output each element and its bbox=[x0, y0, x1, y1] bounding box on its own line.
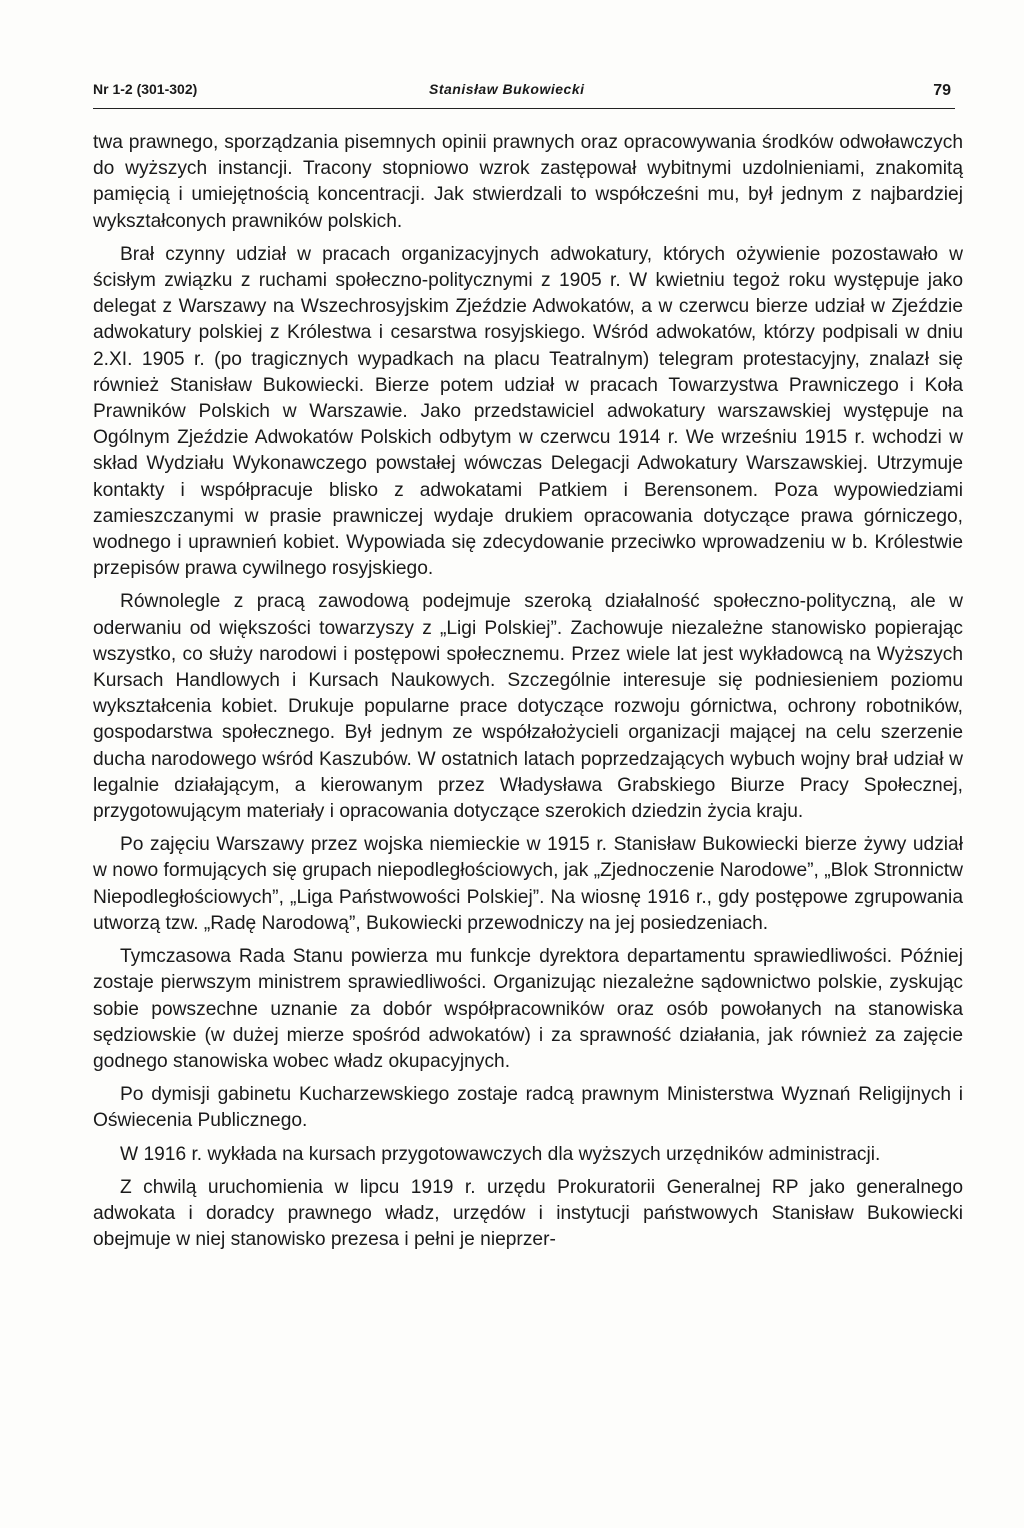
page-number: 79 bbox=[933, 82, 951, 99]
paragraph-continued: twa prawnego, sporządzania pisemnych opinii prawnych oraz opracowywania środków odwoławczych do wyższych instancji. Tracony stopniowo wzrok zastępował wybitnymi uzdolnieniami, znakomitą pamięcią i umiejętnością koncentracji. Jak stwierdzali to współcześni mu, był jednym z najbardziej wykształconych prawników polskich. bbox=[93, 132, 963, 232]
paragraph: Brał czynny udział w pracach organizacyjnych adwokatury, których ożywienie pozostawało w ścisłym związku z ruchami społeczno-politycznymi z 1905 r. W kwietniu tegoż roku występuje jako delegat z Warszawy na Wszechrosyjskim Zjeździe Adwokatów, a w czerwcu bierze udział w Zjeździe adwokatury polskiej z Królestwa i cesarstwa rosyjskiego. Wśród adwokatów, którzy podpisali w dniu 2.XI. 1905 r. (po tragicznych wypadkach na placu Teatralnym) telegram protestacyjny, znalazł się również Stanisław Bukowiecki. Bierze potem udział w pracach Towarzystwa Prawniczego i Koła Prawników Polskich w Warszawie. Jako przedstawiciel adwokatury warszawskiej występuje na Ogólnym Zjeździe Adwokatów Polskich odbytym w czerwcu 1914 r. We wrześniu 1915 r. wchodzi w skład Wydziału Wykonawczego powstałej wówczas Delegacji Adwokatury Warszawskiej. Utrzymuje kontakty i współpracuje blisko z adwokatami Patkiem i Berensonem. Poza wypowiedziami zamieszczanymi w prasie prawniczej wydaje drukiem opracowania dotyczące prawa górniczego, wodnego i uprawnień kobiet. Wypowiada się zdecydowanie przeciwko wprowadzeniu w b. Królestwie przepisów prawa cywilnego rosyjskiego. bbox=[93, 243, 963, 580]
header-rule bbox=[93, 108, 955, 109]
paragraph: Z chwilą uruchomienia w lipcu 1919 r. urzędu Prokuratorii Generalnej RP jako generalnego adwokata i doradcy prawnego władz, urzędów i instytucji państwowych Stanisław Bukowiecki obejmuje w niej stanowisko prezesa i pełni je nieprzer- bbox=[93, 1176, 963, 1251]
paragraph: W 1916 r. wykłada na kursach przygotowawczych dla wyższych urzędników administracji. bbox=[120, 1143, 881, 1165]
article-body bbox=[93, 130, 963, 1260]
running-title-author: Stanisław Bukowiecki bbox=[429, 81, 585, 97]
paragraph: Po dymisji gabinetu Kucharzewskiego zostaje radcą prawnym Ministerstwa Wyznań Religijnych i Oświecenia Publicznego. bbox=[93, 1084, 963, 1132]
paragraph: Tymczasowa Rada Stanu powierza mu funkcje dyrektora departamentu sprawiedliwości. Później zostaje pierwszym ministrem sprawiedliwości. Organizując niezależne sądownictwo polskie, zyskując sobie powszechne uznanie za dobór współpracowników oraz osób powołanych na stanowiska sędziowskie (w dużej mierze spośród adwokatów) i za sprawność działania, jak również za zajęcie godnego stanowiska wobec władz okupacyjnych. bbox=[93, 946, 963, 1072]
paragraph: Równolegle z pracą zawodową podejmuje szeroką działalność społeczno-polityczną, ale w oderwaniu od większości towarzyszy z „Ligi Polskiej”. Zachowuje niezależne stanowisko popierając wszystko, co służy narodowi i postępowi społecznemu. Przez wiele lat jest wykładowcą na Wyższych Kursach Handlowych i Kursach Naukowych. Szczególnie interesuje się podniesieniem poziomu wykształcenia kobiet. Drukuje popularne prace dotyczące rozwoju górnictwa, ochrony robotników, gospodarstwa społecznego. Był jednym ze współzałożycieli organizacji mającej na celu szerzenie ducha narodowego wśród Kaszubów. W ostatnich latach poprzedzających wybuch wojny brał udział w legalnie działającym, a kierowanym przez Władysława Grabskiego Biurze Pracy Społecznej, przygotowującym materiały i opracowania dotyczące szerokich dziedzin życia kraju. bbox=[93, 591, 963, 823]
running-header bbox=[93, 78, 961, 104]
paragraph: Po zajęciu Warszawy przez wojska niemieckie w 1915 r. Stanisław Bukowiecki bierze żywy udział w nowo formujących się grupach niepodległościowych, jak „Zjednoczenie Narodowe”, „Blok Stronnictw Niepodległościowych”, „Liga Państwowości Polskiej”. Na wiosnę 1916 r., gdy postępowe zgrupowania utworzą tzw. „Radę Narodową”, Bukowiecki przewodniczy na jej posiedzeniach. bbox=[93, 834, 963, 934]
issue-number: Nr 1-2 (301-302) bbox=[93, 81, 198, 97]
